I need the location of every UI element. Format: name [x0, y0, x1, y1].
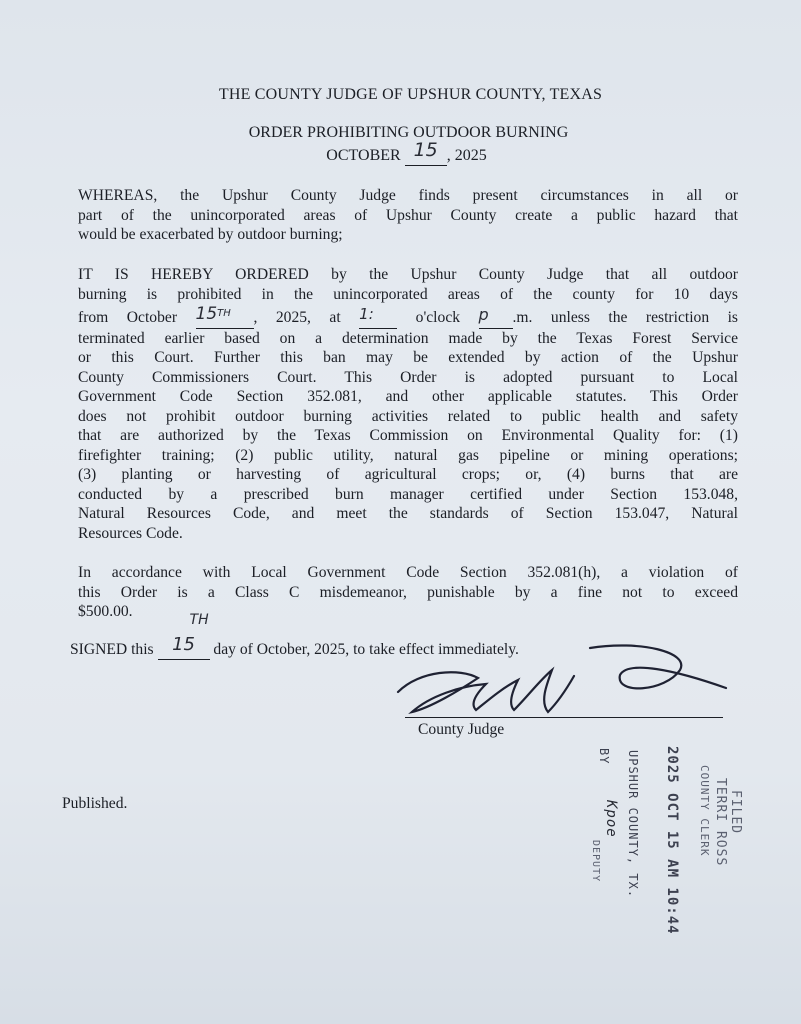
- ordered-line: conducted by a prescribed burn manager certified under Section 153.048,: [78, 485, 738, 503]
- order-date-day-blank: [405, 139, 447, 166]
- ordered-line: or this Court. Further this ban may be extended by action of the Upshur: [78, 349, 738, 367]
- ordered-line: Resources Code.: [78, 524, 183, 542]
- whereas-paragraph: [78, 186, 738, 245]
- signed-day-blank: [158, 612, 210, 660]
- ordered-line-dates: [78, 304, 738, 329]
- ordered-line: (3) planting or harvesting of agricultural crops; or, (4) burns that are: [78, 466, 738, 484]
- ampm-blank: [479, 307, 513, 329]
- order-title: ORDER PROHIBITING OUTDOOR BURNING: [248, 124, 569, 141]
- stamp-deputy: DEPUTY: [590, 840, 601, 883]
- stamp-clerk-name: TERRI ROSS: [713, 778, 728, 867]
- stamp-county: UPSHUR COUNTY, TX.: [626, 750, 640, 899]
- signed-label: SIGNED this: [70, 641, 154, 658]
- stamp-filed: FILED: [728, 790, 743, 835]
- signature-caption: County Judge: [418, 721, 505, 738]
- start-hour: 1:: [359, 305, 374, 324]
- published-label: Published.: [62, 795, 128, 812]
- penalty-line: this Order is a Class C misdemeanor, punishable by a fine not to exceed: [78, 583, 738, 601]
- signed-rest: day of October, 2025, to take effect immediately.: [213, 641, 519, 658]
- signature-line: [405, 717, 723, 718]
- oclock-label: o'clock: [415, 309, 461, 327]
- stamp-by-label: BY: [597, 748, 611, 765]
- whereas-line: part of the unincorporated areas of Upshur County create a public hazard that: [78, 206, 738, 224]
- signed-day-suffix: TH: [189, 612, 209, 628]
- order-date-day: 15: [413, 139, 438, 161]
- ordered-line: burning is prohibited in the unincorporated areas of the county for 10 days: [78, 285, 738, 303]
- from-october-label: from October: [78, 309, 178, 327]
- start-day: 15: [195, 304, 218, 325]
- ordered-line: does not prohibit outdoor burning activities related to public health and safety: [78, 407, 738, 425]
- ordered-line: that are authorized by the Texas Commission on Environmental Quality for: (1): [78, 427, 738, 445]
- ampm: p: [478, 305, 489, 325]
- order-date-year: , 2025: [446, 147, 487, 164]
- stamp-by-initials: Kpoe: [603, 800, 619, 838]
- order-date: [6, 139, 801, 166]
- unless-label: .m. unless the restriction is: [512, 309, 739, 327]
- penalty-line: $500.00.: [78, 603, 133, 620]
- order-date-month: OCTOBER: [326, 147, 401, 164]
- stamp-clerk-title: COUNTY CLERK: [698, 765, 711, 857]
- ordered-line: terminated earlier based on a determination made by the Texas Forest Service: [78, 329, 738, 347]
- ordered-line: IT IS HEREBY ORDERED by the Upshur County Judge that all outdoor: [78, 266, 738, 283]
- whereas-line: WHEREAS, the Upshur County Judge finds present circumstances in all or: [78, 187, 738, 204]
- whereas-line: would be exacerbated by outdoor burning;: [78, 226, 343, 243]
- penalty-line: In accordance with Local Government Code Section 352.081(h), a violation of: [78, 564, 738, 581]
- ordered-paragraph: [78, 265, 738, 543]
- judge-signature: [390, 630, 740, 730]
- ordered-line: firefighter training; (2) public utility, natural gas pipeline or mining operations;: [78, 446, 738, 464]
- year-label: , 2025, at: [253, 309, 341, 327]
- penalty-paragraph: [78, 563, 738, 622]
- start-day-suffix: TH: [217, 308, 231, 319]
- ordered-line: County Commissioners Court. This Order is adopted pursuant to Local: [78, 368, 738, 386]
- signed-day: 15: [172, 634, 195, 655]
- county-header: THE COUNTY JUDGE OF UPSHUR COUNTY, TEXAS: [218, 86, 603, 103]
- stamp-timestamp: 2025 OCT 15 AM 10:44: [664, 746, 680, 935]
- ordered-line: Natural Resources Code, and meet the standards of Section 153.047, Natural: [78, 505, 738, 523]
- start-hour-blank: [359, 305, 397, 329]
- ordered-line: Government Code Section 352.081, and other applicable statutes. This Order: [78, 388, 738, 406]
- start-day-blank: [196, 304, 254, 329]
